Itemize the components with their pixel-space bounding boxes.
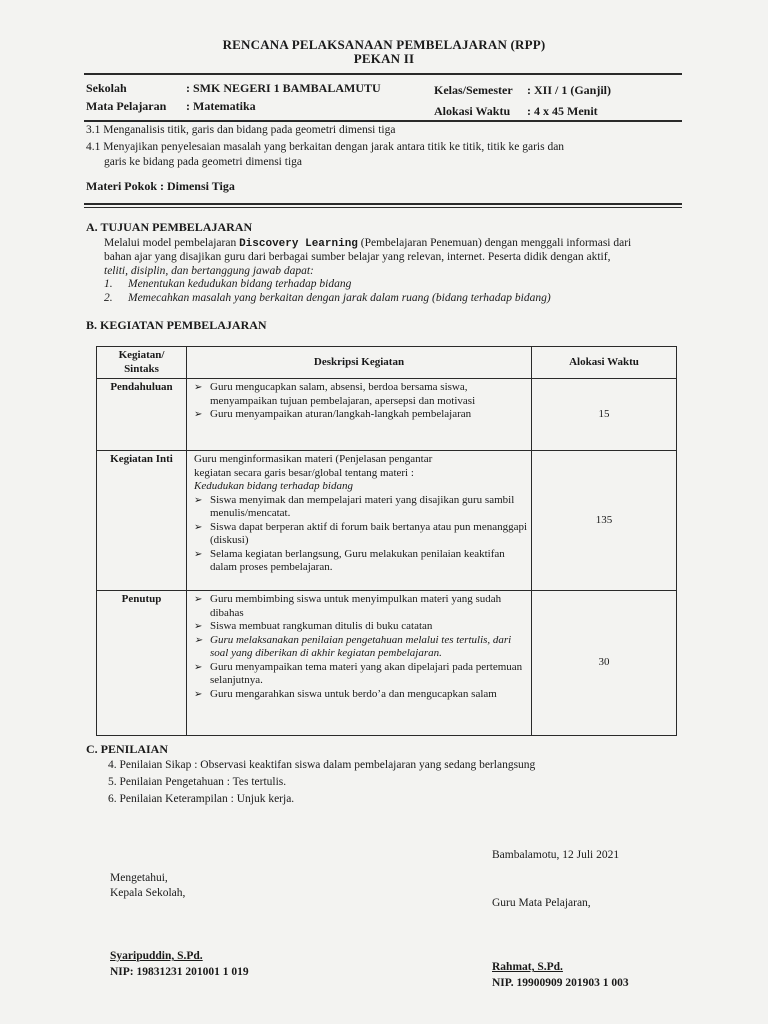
materi-divider-top [84, 203, 682, 205]
subject-value: : Matematika [186, 99, 256, 113]
principal-nip: NIP: 19831231 201001 1 019 [110, 966, 249, 978]
time-label: Alokasi Waktu [434, 104, 511, 118]
table-row [97, 591, 677, 736]
list-item: ➢ Guru mengarahkan siswa untuk berdo’a dan mengucapkan salam [190, 688, 528, 702]
assessment-skill: 6. Penilaian Keterampilan : Unjuk kerja. [108, 793, 295, 805]
materi-pokok: Materi Pokok : Dimensi Tiga [86, 179, 235, 193]
competency-kd-4-1-line2: garis ke bidang pada geometri dimensi tiga [104, 156, 302, 168]
materi-divider-bottom [84, 207, 682, 208]
inti-intro-line1: Guru menginformasikan materi (Penjelasan pengantar [194, 453, 433, 465]
top-divider [84, 73, 682, 75]
desc-pendahuluan [187, 379, 532, 451]
stage-pendahuluan: Pendahuluan [97, 379, 187, 451]
header-allocation: Alokasi Waktu [532, 347, 677, 379]
list-item: ➢ Selama kegiatan berlangsung, Guru melakukan penilaian keaktifan dalam proses pembelajaran. [190, 548, 528, 575]
alloc-kegiatan-inti: 135 [532, 451, 677, 591]
class-value: : XII / 1 (Ganjil) [527, 83, 611, 97]
time-value: : 4 x 45 Menit [527, 104, 598, 118]
principal-title: Kepala Sekolah, [110, 887, 186, 899]
list-item: ➢ Siswa membuat rangkuman ditulis di buku catatan [190, 620, 528, 634]
section-c-heading: C. PENILAIAN [86, 742, 169, 756]
document-subtitle: PEKAN II [353, 51, 415, 66]
acknowledged-label: Mengetahui, [110, 872, 168, 884]
intro-text-tail: (Pembelajaran Penemuan) dengan menggali informasi dari [357, 237, 632, 249]
competency-kd-3-1: 3.1 Menganalisis titik, garis dan bidang pada geometri dimensi tiga [86, 124, 396, 136]
stage-penutup: Penutup [97, 591, 187, 736]
header-stage [97, 347, 187, 379]
goal-1: Menentukan kedudukan bidang terhadap bidang [128, 278, 352, 290]
list-item: ➢ Guru menyampaikan tema materi yang akan dipelajari pada pertemuan selanjutnya. [190, 661, 528, 688]
teacher-nip: NIP. 19900909 201903 1 003 [492, 977, 629, 989]
competency-kd-4-1-line1: 4.1 Menyajikan penyelesaian masalah yang berkaitan dengan jarak antara titik ke titik, titik ke garis dan [86, 141, 565, 153]
stage-kegiatan-inti: Kegiatan Inti [97, 451, 187, 591]
list-item: ➢ Siswa dapat berperan aktif di forum baik bertanya atau pun menanggapi (diskusi) [190, 521, 528, 548]
assessment-attitude: 4. Penilaian Sikap : Observasi keaktifan siswa dalam pembelajaran yang sedang berlangsung [108, 759, 536, 771]
header-description: Deskripsi Kegiatan [187, 347, 532, 379]
section-a-intro-line3: teliti, disiplin, dan bertanggung jawab dapat: [104, 265, 314, 277]
alloc-penutup: 30 [532, 591, 677, 736]
header-stage-line1: Kegiatan/ [118, 349, 165, 361]
list-item: ➢ Siswa menyimak dan mempelajari materi yang disajikan guru sambil menulis/mencatat. [190, 494, 528, 521]
class-label: Kelas/Semester [434, 83, 513, 97]
subject-label: Mata Pelajaran [86, 99, 167, 113]
goal-2: Memecahkan masalah yang berkaitan dengan jarak dalam ruang (bidang terhadap bidang) [128, 292, 551, 304]
teacher-title: Guru Mata Pelajaran, [492, 897, 591, 909]
section-a-heading: A. TUJUAN PEMBELAJARAN [86, 220, 253, 234]
teacher-name: Rahmat, S.Pd. [492, 961, 563, 973]
place-date: Bambalamotu, 12 Juli 2021 [492, 849, 620, 861]
inti-intro-line2: kegiatan secara garis besar/global tentang materi : [194, 466, 414, 479]
list-item: ➢ Guru mengucapkan salam, absensi, berdoa bersama siswa, menyampaikan tujuan pembelajaran, apersepsi dan motivasi [190, 381, 528, 408]
alloc-pendahuluan: 15 [532, 379, 677, 451]
table-header-row [97, 347, 677, 379]
table-row [97, 379, 677, 451]
assessment-knowledge: 5. Penilaian Pengetahuan : Tes tertulis. [108, 776, 287, 788]
header-stage-line2: Sintaks [124, 362, 159, 375]
goal-1-number: 1. [104, 278, 113, 290]
learning-model: Discovery Learning [239, 238, 358, 250]
principal-name: Syaripuddin, S.Pd. [110, 950, 203, 962]
section-a-intro-line1 [104, 236, 631, 251]
school-value: : SMK NEGERI 1 BAMBALAMUTU [186, 81, 381, 95]
school-label: Sekolah [86, 81, 127, 95]
intro-text: Melalui model pembelajaran [104, 237, 240, 249]
desc-kegiatan-inti [187, 451, 532, 591]
document-title: RENCANA PELAKSANAAN PEMBELAJARAN (RPP) [222, 37, 546, 52]
list-item: ➢ Guru membimbing siswa untuk menyimpulkan materi yang sudah dibahas [190, 593, 528, 620]
desc-penutup [187, 591, 532, 736]
list-item: ➢ Guru menyampaikan aturan/langkah-langkah pembelajaran [190, 408, 528, 422]
goal-2-number: 2. [104, 292, 113, 304]
table-row [97, 451, 677, 591]
inti-intro-line3: Kedudukan bidang terhadap bidang [194, 480, 353, 492]
section-b-heading: B. KEGIATAN PEMBELAJARAN [86, 318, 267, 332]
list-item: ➢ Guru melaksanakan penilaian pengetahuan melalui tes tertulis, dari soal yang diberikan di akhir kegiatan pembelajaran. [190, 634, 528, 661]
activities-table [96, 346, 677, 736]
section-a-intro-line2: bahan ajar yang disajikan guru dari berbagai sumber belajar yang relevan, internet. Peserta didik dengan aktif, [104, 251, 611, 263]
identity-divider [84, 120, 682, 122]
